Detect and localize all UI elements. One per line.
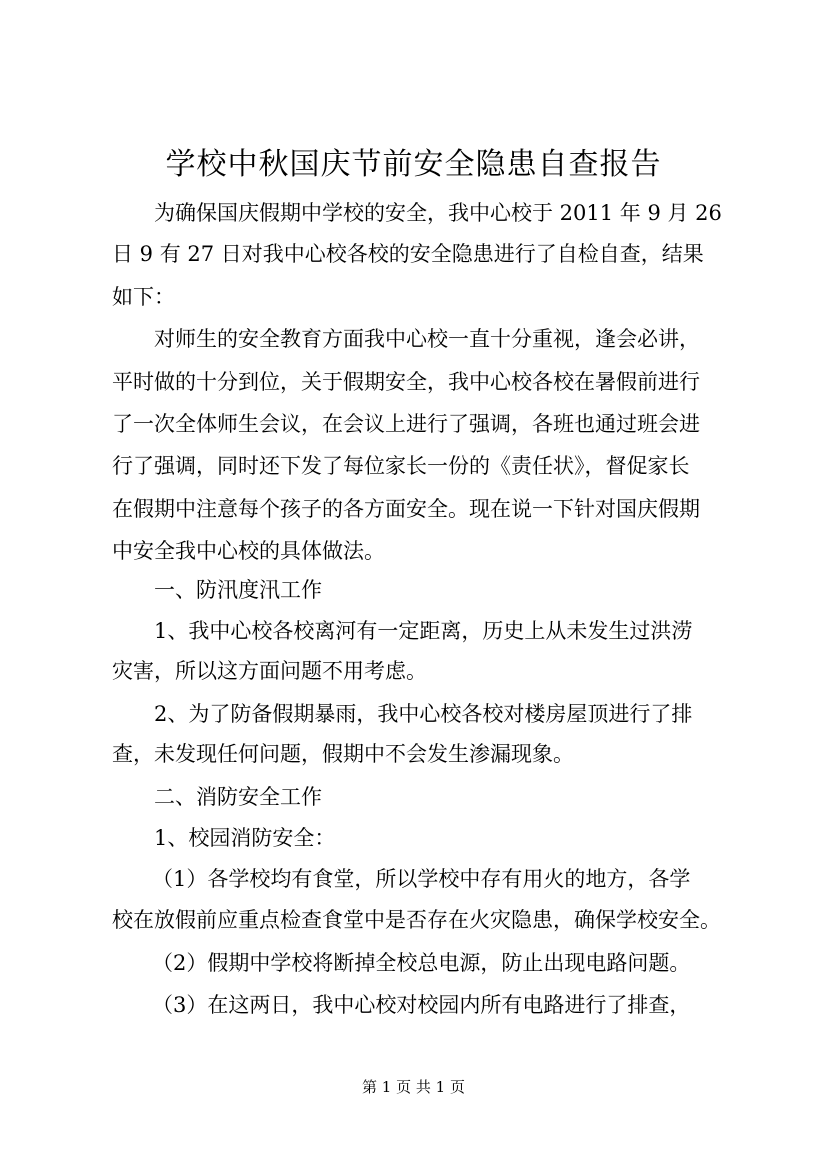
paragraph-line: 行了强调，同时还下发了每位家长一份的《责任状》，督促家长 (112, 454, 690, 478)
section-heading: 二、消防安全工作 (154, 785, 322, 809)
paragraph-line: （1）各学校均有食堂，所以学校中存有用火的地方，各学 (152, 867, 691, 891)
paragraph-line: 在假期中注意每个孩子的各方面安全。现在说一下针对国庆假期 (112, 497, 700, 521)
paragraph-line: 平时做的十分到位，关于假期安全，我中心校各校在暑假前进行 (112, 370, 700, 394)
paragraph-line: 2、为了防备假期暴雨，我中心校各校对楼房屋顶进行了排 (154, 702, 693, 726)
subsection-heading: 1、校园消防安全： (154, 826, 336, 850)
paragraph-line: 1、我中心校各校离河有一定距离，历史上从未发生过洪涝 (154, 619, 693, 643)
paragraph-line: 对师生的安全教育方面我中心校一直十分重视，逢会必讲， (154, 327, 700, 351)
paragraph-line: 查，未发现任何问题，假期中不会发生渗漏现象。 (112, 742, 574, 766)
paragraph-line: （3）在这两日，我中心校对校园内所有电路进行了排查， (152, 993, 691, 1017)
paragraph-line: 日 9 有 27 日对我中心校各校的安全隐患进行了自检自查，结果 (112, 242, 704, 266)
paragraph-line: 了一次全体师生会议，在会议上进行了强调，各班也通过班会进 (112, 412, 700, 436)
paragraph-line: 中安全我中心校的具体做法。 (112, 539, 385, 563)
paragraph-line: 为确保国庆假期中学校的安全，我中心校于 2011 年 9 月 26 (154, 201, 722, 225)
paragraph-line: 如下： (112, 285, 175, 309)
paragraph-line: 校在放假前应重点检查食堂中是否存在火灾隐患，确保学校安全。 (112, 908, 721, 932)
paragraph-line: 灾害，所以这方面问题不用考虑。 (112, 659, 427, 683)
document-title: 学校中秋国庆节前安全隐患自查报告 (165, 147, 662, 182)
section-heading: 一、防汛度汛工作 (154, 578, 322, 602)
page-number-footer: 第 1 页 共 1 页 (362, 1078, 465, 1096)
paragraph-line: （2）假期中学校将断掉全校总电源，防止出现电路问题。 (152, 951, 691, 975)
